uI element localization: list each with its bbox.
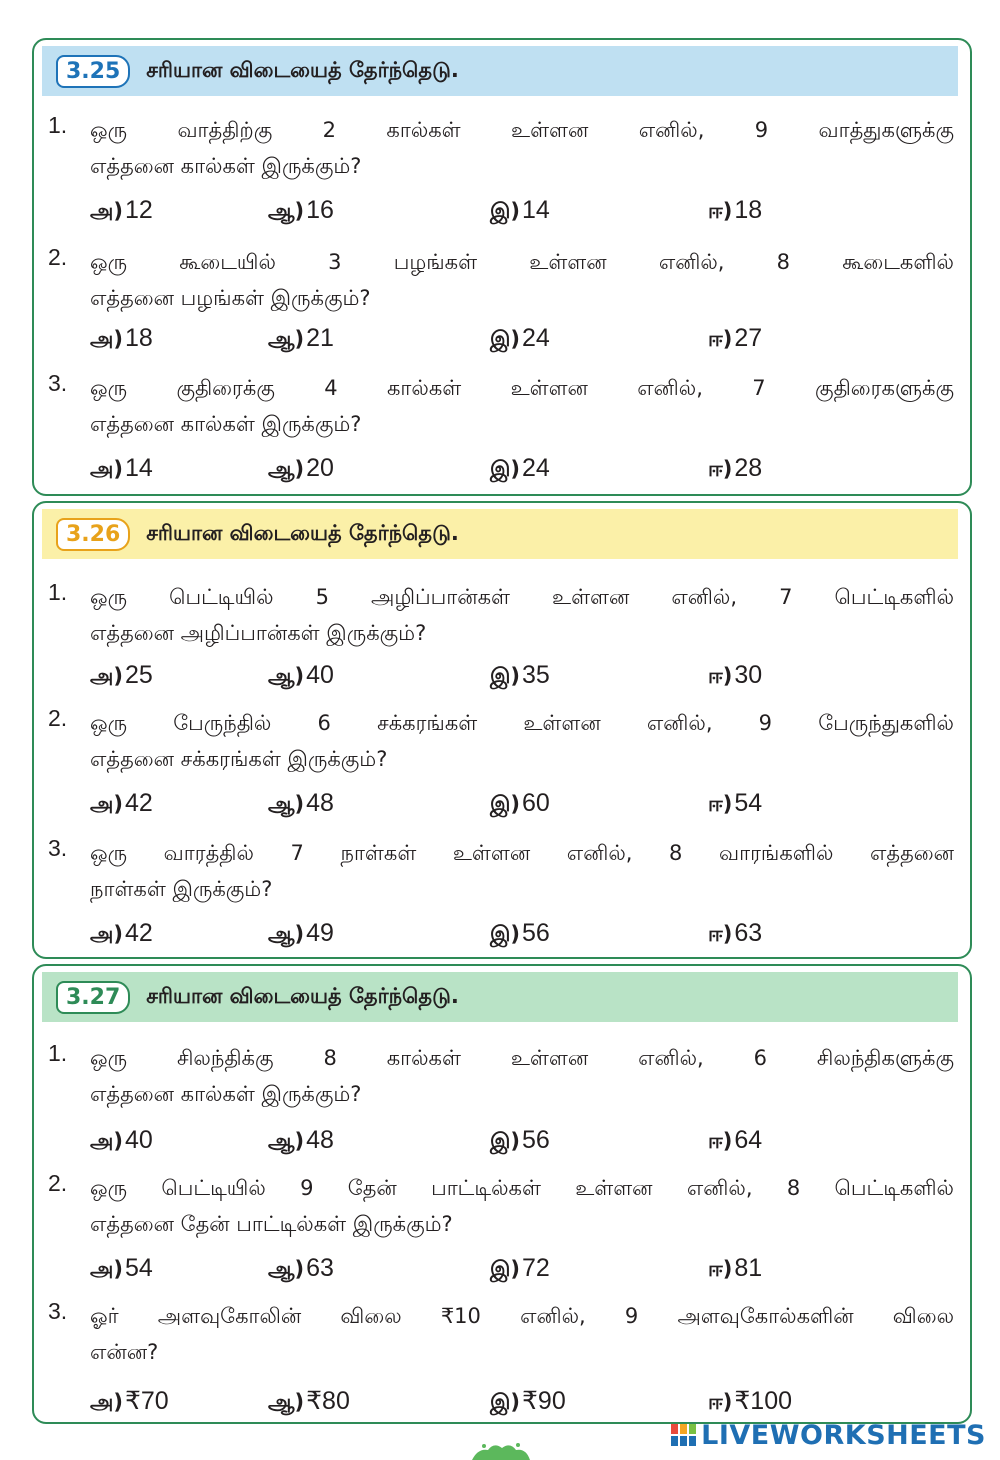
option-c[interactable]: இ)56 — [490, 919, 550, 947]
decorative-blob-icon — [470, 1440, 532, 1460]
question-number: 1. — [48, 579, 68, 605]
section-title: சரியான விடையைத் தேர்ந்தெடு. — [146, 983, 459, 1008]
option-a[interactable]: அ)42 — [90, 919, 153, 947]
question-1 — [48, 112, 954, 242]
liveworksheets-logo[interactable] — [671, 1418, 986, 1452]
option-c[interactable]: இ)56 — [490, 1126, 550, 1154]
option-d[interactable]: ஈ)81 — [708, 1254, 763, 1282]
question-text-line-2: எத்தனை கால்கள் இருக்கும்? — [90, 412, 362, 436]
option-a[interactable]: அ)₹70 — [90, 1387, 169, 1415]
question-3 — [48, 370, 954, 500]
section-banner — [42, 972, 958, 1022]
option-b[interactable]: ஆ)49 — [268, 919, 334, 947]
question-text-line-2: நாள்கள் இருக்கும்? — [90, 877, 273, 901]
option-a[interactable]: அ)12 — [90, 196, 153, 224]
logo-text: LIVEWORKSHEETS — [701, 1419, 986, 1451]
option-c[interactable]: இ)60 — [490, 789, 550, 817]
section-title: சரியான விடையைத் தேர்ந்தெடு. — [146, 520, 459, 545]
option-a[interactable]: அ)42 — [90, 789, 153, 817]
question-2 — [48, 1170, 954, 1300]
option-c[interactable]: இ)72 — [490, 1254, 550, 1282]
section-number: 3.27 — [56, 981, 130, 1014]
question-text-line-1: ஒரு பேருந்தில் 6 சக்கரங்கள் உள்ளன எனில், 9 பேருந்துகளில் — [90, 711, 954, 735]
option-d[interactable]: ஈ)54 — [708, 789, 763, 817]
question-3 — [48, 1298, 954, 1422]
option-c[interactable]: இ)24 — [490, 454, 550, 482]
option-c[interactable]: இ)₹90 — [490, 1387, 566, 1415]
option-c[interactable]: இ)14 — [490, 196, 550, 224]
question-text-line-1: ஒரு குதிரைக்கு 4 கால்கள் உள்ளன எனில், 7 குதிரைகளுக்கு — [90, 376, 954, 400]
exercise-section-3-25 — [32, 38, 972, 496]
question-text-line-1: ஒரு பெட்டியில் 5 அழிப்பான்கள் உள்ளன எனில், 7 பெட்டிகளில் — [90, 585, 954, 609]
option-a[interactable]: அ)14 — [90, 454, 153, 482]
question-1 — [48, 1040, 954, 1170]
option-b[interactable]: ஆ)21 — [268, 324, 334, 352]
question-number: 2. — [48, 705, 68, 731]
section-number: 3.26 — [56, 518, 130, 551]
option-b[interactable]: ஆ)₹80 — [268, 1387, 350, 1415]
question-3 — [48, 835, 954, 955]
question-text-line-2: எத்தனை கால்கள் இருக்கும்? — [90, 154, 362, 178]
question-2 — [48, 705, 954, 835]
question-number: 1. — [48, 112, 68, 138]
option-d[interactable]: ஈ)28 — [708, 454, 763, 482]
question-text-line-2: எத்தனை பழங்கள் இருக்கும்? — [90, 286, 371, 310]
option-a[interactable]: அ)54 — [90, 1254, 153, 1282]
question-number: 1. — [48, 1040, 68, 1066]
question-2 — [48, 244, 954, 374]
section-banner — [42, 46, 958, 96]
option-d[interactable]: ஈ)₹100 — [708, 1387, 793, 1415]
question-text-line-1: ஒரு பெட்டியில் 9 தேன் பாட்டில்கள் உள்ளன எனில், 8 பெட்டிகளில் — [90, 1176, 954, 1200]
question-text-line-2: என்ன? — [90, 1340, 159, 1364]
question-number: 3. — [48, 1298, 68, 1324]
question-number: 2. — [48, 244, 68, 270]
option-d[interactable]: ஈ)64 — [708, 1126, 763, 1154]
question-text-line-1: ஒரு சிலந்திக்கு 8 கால்கள் உள்ளன எனில், 6 சிலந்திகளுக்கு — [90, 1046, 954, 1070]
question-text-line-2: எத்தனை அழிப்பான்கள் இருக்கும்? — [90, 621, 427, 645]
option-d[interactable]: ஈ)18 — [708, 196, 763, 224]
option-a[interactable]: அ)40 — [90, 1126, 153, 1154]
option-c[interactable]: இ)35 — [490, 661, 550, 689]
option-b[interactable]: ஆ)48 — [268, 789, 334, 817]
option-b[interactable]: ஆ)63 — [268, 1254, 334, 1282]
section-title: சரியான விடையைத் தேர்ந்தெடு. — [146, 57, 459, 82]
question-number: 3. — [48, 835, 68, 861]
option-c[interactable]: இ)24 — [490, 324, 550, 352]
question-text-line-2: எத்தனை தேன் பாட்டில்கள் இருக்கும்? — [90, 1212, 453, 1236]
liveworksheets-logo-icon — [671, 1424, 697, 1446]
exercise-section-3-27 — [32, 964, 972, 1424]
question-number: 2. — [48, 1170, 68, 1196]
option-a[interactable]: அ)18 — [90, 324, 153, 352]
option-b[interactable]: ஆ)20 — [268, 454, 334, 482]
option-d[interactable]: ஈ)27 — [708, 324, 763, 352]
section-banner — [42, 509, 958, 559]
question-number: 3. — [48, 370, 68, 396]
question-text-line-1: ஒரு கூடையில் 3 பழங்கள் உள்ளன எனில், 8 கூடைகளில் — [90, 250, 954, 274]
question-text-line-1: ஓர் அளவுகோலின் விலை ₹10 எனில், 9 அளவுகோல்களின் விலை — [90, 1304, 954, 1328]
question-text-line-1: ஒரு வாரத்தில் 7 நாள்கள் உள்ளன எனில், 8 வாரங்களில் எத்தனை — [90, 841, 954, 865]
question-text-line-1: ஒரு வாத்திற்கு 2 கால்கள் உள்ளன எனில், 9 வாத்துகளுக்கு — [90, 118, 954, 142]
option-d[interactable]: ஈ)63 — [708, 919, 763, 947]
option-d[interactable]: ஈ)30 — [708, 661, 763, 689]
option-b[interactable]: ஆ)48 — [268, 1126, 334, 1154]
exercise-section-3-26 — [32, 501, 972, 959]
option-b[interactable]: ஆ)16 — [268, 196, 334, 224]
question-text-line-2: எத்தனை சக்கரங்கள் இருக்கும்? — [90, 747, 388, 771]
section-number: 3.25 — [56, 55, 130, 88]
option-a[interactable]: அ)25 — [90, 661, 153, 689]
question-text-line-2: எத்தனை கால்கள் இருக்கும்? — [90, 1082, 362, 1106]
option-b[interactable]: ஆ)40 — [268, 661, 334, 689]
question-1 — [48, 579, 954, 709]
